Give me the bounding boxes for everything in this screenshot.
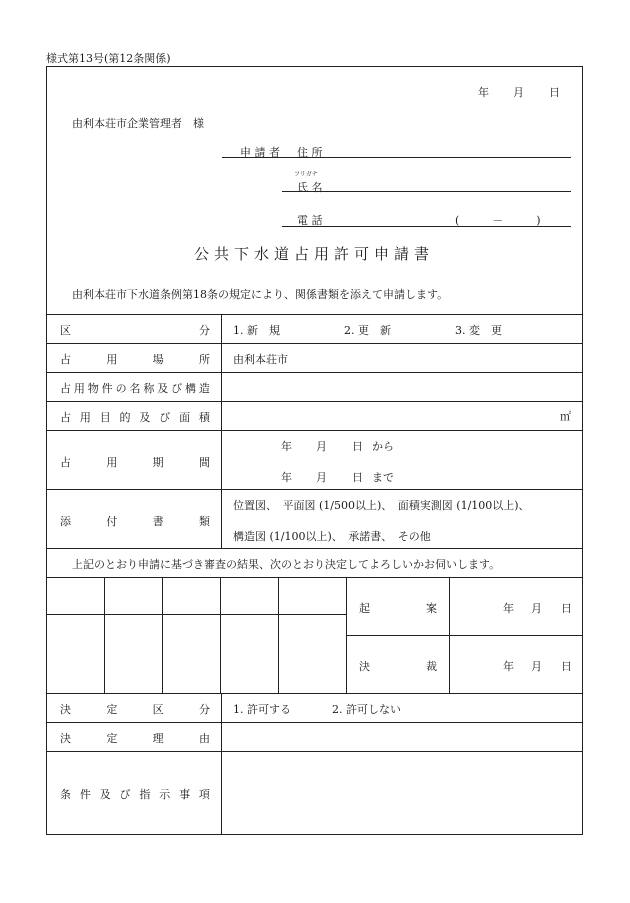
stamp-column-divider xyxy=(220,577,221,693)
applicant-label: 申 請 者 xyxy=(240,146,280,159)
phone-format: ( － ) xyxy=(455,214,541,227)
period-from-year: 年 xyxy=(281,440,292,453)
form-number: 様式第13号(第12条関係) xyxy=(46,52,171,65)
row-divider xyxy=(46,751,583,752)
decision-year: 年 xyxy=(503,660,514,673)
stamp-header-divider xyxy=(46,614,346,615)
date-day: 日 xyxy=(549,86,560,99)
row-divider xyxy=(46,314,583,315)
attachments-line-2: 構造図 (1/100以上)、 承諾書、 その他 xyxy=(233,530,431,543)
address-line xyxy=(222,157,571,158)
period-to-suffix: まで xyxy=(372,471,394,484)
name-line xyxy=(282,191,571,192)
date-year: 年 xyxy=(478,86,489,99)
address-label: 住 所 xyxy=(297,146,323,159)
period-to-day: 日 xyxy=(352,471,363,484)
location-value[interactable]: 由利本荘市 xyxy=(233,353,288,366)
reason-label: 決 定 理 由 xyxy=(60,732,210,745)
draft-month: 月 xyxy=(531,602,542,615)
column-divider xyxy=(221,314,222,548)
period-from-month: 月 xyxy=(316,440,327,453)
row-divider xyxy=(46,430,583,431)
column-divider xyxy=(221,693,222,834)
period-from-day: 日 xyxy=(352,440,363,453)
category-option-1[interactable]: 1. 新 規 xyxy=(233,324,280,337)
conditions-label: 条 件 及 び 指 示 事 項 xyxy=(60,788,210,801)
phone-line xyxy=(282,226,571,227)
row-divider xyxy=(46,722,583,723)
category-option-2[interactable]: 2. 更 新 xyxy=(344,324,391,337)
name-label: 氏 名 xyxy=(297,181,323,194)
row-divider xyxy=(46,489,583,490)
object-label: 占 用 物 件 の 名 称 及 び 構 造 xyxy=(60,382,210,395)
period-to-month: 月 xyxy=(316,471,327,484)
decision-approval-label: 決 裁 xyxy=(359,660,437,673)
date-month: 月 xyxy=(513,86,524,99)
stamp-column-divider xyxy=(162,577,163,693)
row-divider xyxy=(46,548,583,549)
attachments-line-1: 位置図、 平面図 (1/500以上)、 面積実測図 (1/100以上)、 xyxy=(233,499,530,512)
row-divider xyxy=(46,401,583,402)
decision-day: 日 xyxy=(561,660,572,673)
draft-label: 起 案 xyxy=(359,602,437,615)
period-to-year: 年 xyxy=(281,471,292,484)
row-divider xyxy=(46,343,583,344)
decision-option-deny[interactable]: 2. 許可しない xyxy=(332,703,401,716)
decision-option-permit[interactable]: 1. 許可する xyxy=(233,703,291,716)
row-divider xyxy=(46,372,583,373)
decision-month: 月 xyxy=(531,660,542,673)
period-label: 占 用 期 間 xyxy=(60,456,210,469)
row-divider xyxy=(46,577,583,578)
review-note: 上記のとおり申請に基づき審査の結果、次のとおり決定してよろしいかお伺いします。 xyxy=(72,558,501,571)
draft-day: 日 xyxy=(561,602,572,615)
stamp-column-divider xyxy=(104,577,105,693)
period-from-suffix: から xyxy=(372,440,394,453)
category-option-3[interactable]: 3. 変 更 xyxy=(455,324,502,337)
area-unit: ㎡ xyxy=(560,410,571,423)
stamp-column-divider xyxy=(278,577,279,693)
purpose-label: 占 用 目 的 及 び 面 積 xyxy=(60,411,210,424)
category-label: 区 分 xyxy=(60,324,210,337)
draft-year: 年 xyxy=(503,602,514,615)
addressee: 由利本荘市企業管理者 様 xyxy=(72,117,204,130)
form-title: 公共下水道占用許可申請書 xyxy=(194,245,435,263)
approval-divider xyxy=(346,635,583,636)
furigana-label: フリガナ xyxy=(294,171,318,178)
intro-text: 由利本荘市下水道条例第18条の規定により、関係書類を添えて申請します。 xyxy=(72,288,449,301)
phone-label: 電 話 xyxy=(297,214,323,227)
attachments-label: 添 付 書 類 xyxy=(60,515,210,528)
decision-label: 決 定 区 分 xyxy=(60,703,210,716)
location-label: 占 用 場 所 xyxy=(60,353,210,366)
row-divider xyxy=(46,693,583,694)
